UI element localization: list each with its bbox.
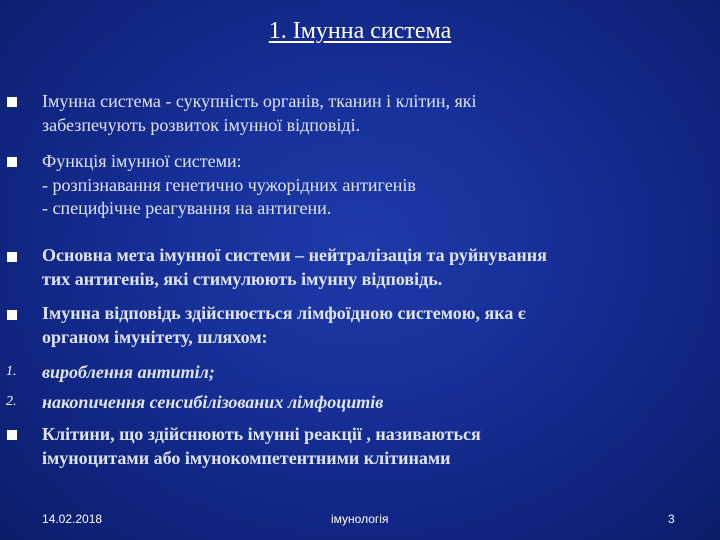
footer-date: 14.02.2018 [42, 512, 103, 526]
list-number: 2. [6, 394, 17, 409]
list-item-line: тих антигенів, які стимулюють імунну відповідь. [42, 268, 443, 289]
footer-subject: імунологія [331, 512, 389, 526]
list-item-line: Імунна система - сукупність органів, тканин і клітин, які [42, 91, 477, 111]
list-item-line: Імунна відповідь здійснюється лімфоїдною системою, яка є [42, 303, 526, 323]
list-item-line: - специфічне реагування на антигени. [42, 198, 332, 218]
list-item-line: забезпечують розвиток імунної відповіді. [42, 114, 361, 135]
list-item-line: Основна мета імунної системи – нейтралізація та руйнування [42, 245, 547, 265]
list-item-line: органом імунітету, шляхом: [42, 326, 268, 347]
slide-title [0, 16, 720, 46]
square-bullet-icon [7, 97, 17, 107]
slide-title-text: 1. Імунна система [268, 18, 452, 44]
list-item-line: Функція імунної системи: [42, 151, 242, 171]
square-bullet-icon [7, 430, 17, 440]
square-bullet-icon [7, 310, 17, 320]
square-bullet-icon [7, 252, 17, 262]
list-item-line: - розпізнавання генетично чужорідних антигенів [42, 174, 416, 195]
list-item-line: накопичення сенсибілізованих лімфоцитів [42, 392, 384, 412]
list-number: 1. [6, 364, 17, 379]
page-number: 3 [668, 512, 675, 526]
square-bullet-icon [7, 157, 17, 167]
list-item-line: імуноцитами або імунокомпетентними клітинами [42, 447, 451, 468]
list-item-line: вироблення антитіл; [42, 362, 215, 382]
list-item-line: Клітини, що здійснюють імунні реакції , називаються [42, 424, 481, 444]
